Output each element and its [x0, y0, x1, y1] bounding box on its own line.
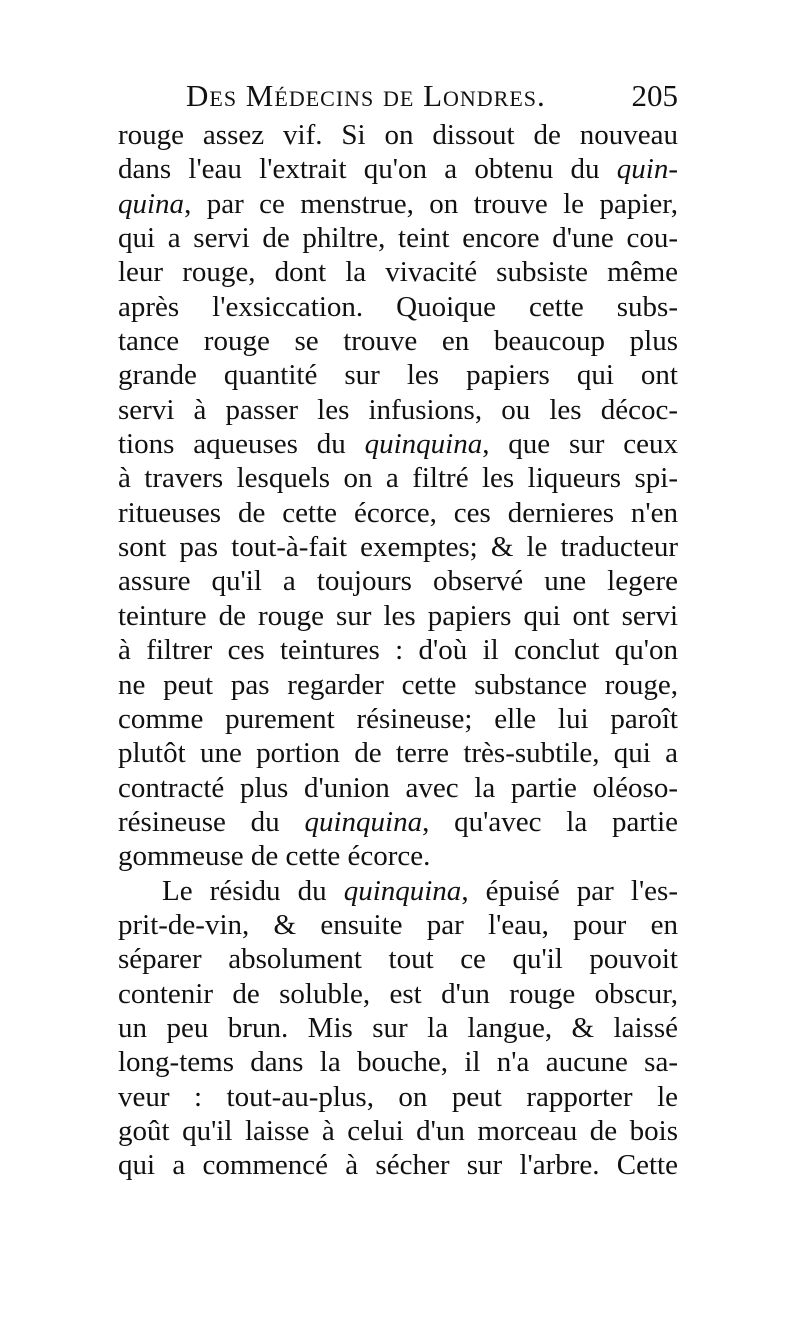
text-line: séparer absolument tout ce qu'il pouvoit: [118, 943, 678, 976]
text-line: tance rouge se trouve en beaucoup plus: [118, 325, 678, 358]
text-line: qui a servi de philtre, teint encore d'une cou-: [118, 222, 678, 255]
text-line: ritueuses de cette écorce, ces dernieres n'en: [118, 496, 678, 529]
text-line: sont pas tout-à-fait exemptes; & le traducteur: [118, 531, 678, 564]
text-line: rouge assez vif. Si on dissout de nouveau: [118, 119, 678, 151]
paragraph: [118, 118, 678, 874]
text-line: prit-de-vin, & ensuite par l'eau, pour en: [118, 908, 678, 941]
text-line: résineuse du quinquina, qu'avec la partie: [118, 805, 678, 838]
page-header: [118, 72, 678, 124]
paragraph: [118, 874, 678, 1183]
text-line: qui a commencé à sécher sur l'arbre. Cette: [118, 1149, 678, 1182]
text-line: long-tems dans la bouche, il n'a aucune sa-: [118, 1046, 678, 1079]
text-line: à filtrer ces teintures : d'où il conclut qu'on: [118, 634, 678, 667]
text-line: après l'exsiccation. Quoique cette subs-: [118, 290, 678, 323]
text-line: teinture de rouge sur les papiers qui ont servi: [118, 599, 678, 632]
running-title: Des Médecins de Londres.: [186, 78, 546, 113]
text-line: gommeuse de cette écorce.: [118, 840, 431, 873]
text-line: ne peut pas regarder cette substance rouge,: [118, 668, 678, 701]
text-line: goût qu'il laisse à celui d'un morceau de bois: [118, 1114, 678, 1147]
text-line: tions aqueuses du quinquina, que sur ceux: [118, 428, 678, 461]
text-line: veur : tout-au-plus, on peut rapporter le: [118, 1080, 678, 1113]
text-line: plutôt une portion de terre très-subtile, qui a: [118, 737, 678, 770]
text-line: dans l'eau l'extrait qu'on a obtenu du quin-: [118, 153, 678, 186]
body-text: [118, 118, 678, 1183]
text-line: Le résidu du quinquina, épuisé par l'es-: [162, 874, 678, 907]
text-line: à travers lesquels on a filtré les liqueurs spi-: [118, 462, 678, 495]
text-line: grande quantité sur les papiers qui ont: [118, 359, 678, 392]
text-line: comme purement résineuse; elle lui paroît: [118, 702, 678, 735]
text-line: un peu brun. Mis sur la langue, & laissé: [118, 1011, 678, 1044]
text-line: assure qu'il a toujours observé une legere: [118, 565, 678, 598]
text-line: quina, par ce menstrue, on trouve le papier,: [118, 187, 678, 220]
text-line: contracté plus d'union avec la partie oléoso-: [118, 771, 678, 804]
text-line: leur rouge, dont la vivacité subsiste même: [118, 256, 678, 289]
page-number: 205: [631, 78, 678, 113]
text-line: servi à passer les infusions, ou les décoc-: [118, 393, 678, 426]
text-line: contenir de soluble, est d'un rouge obscur,: [118, 977, 678, 1010]
